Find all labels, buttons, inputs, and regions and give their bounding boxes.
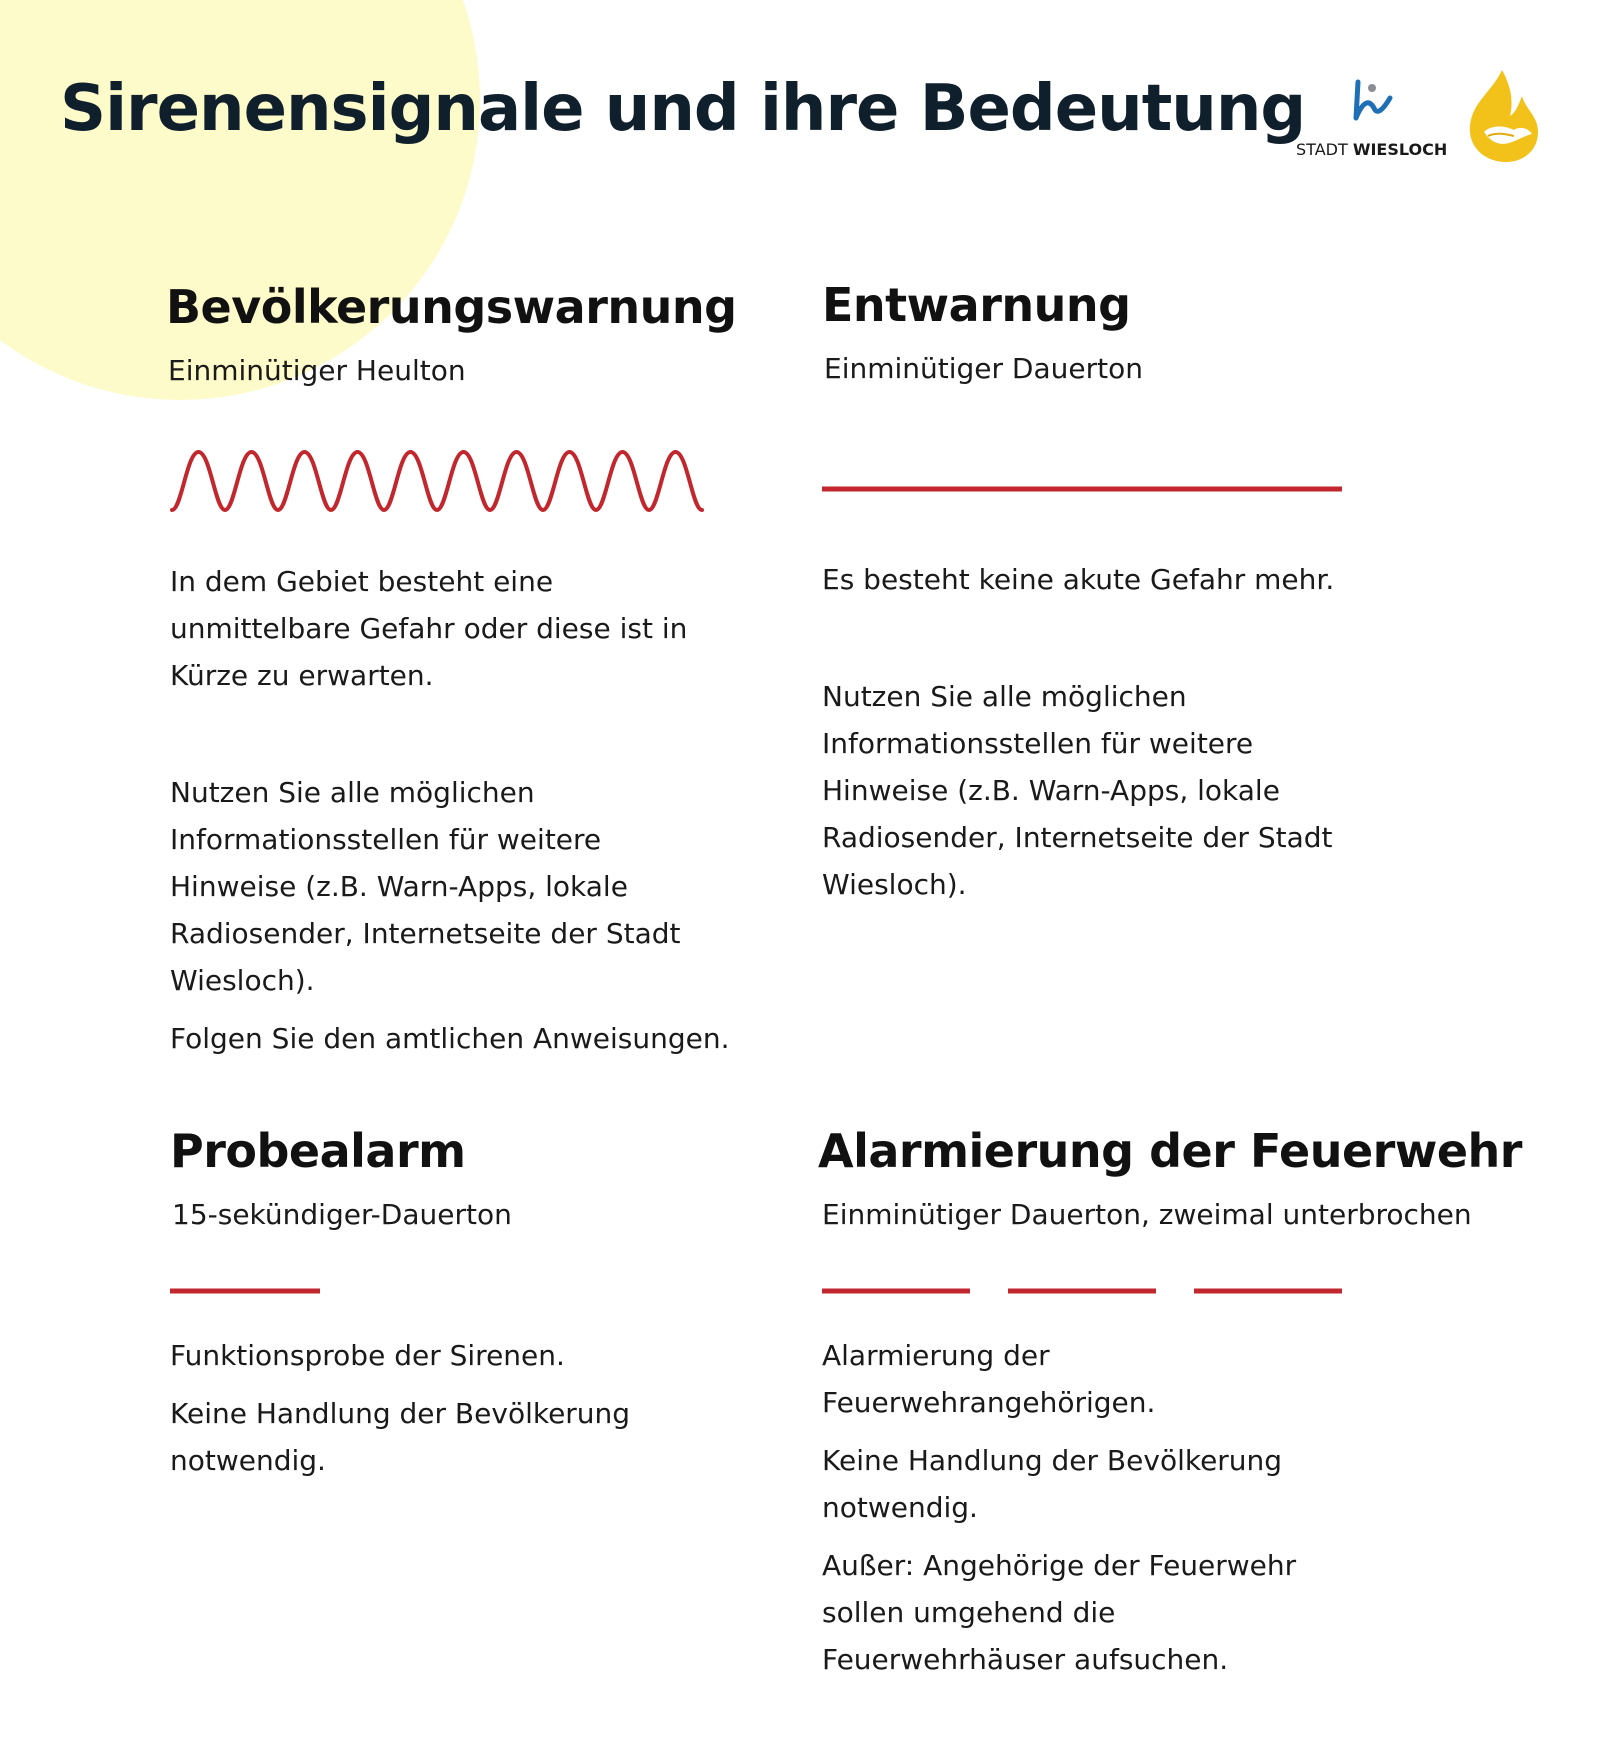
section-title: Bevölkerungswarnung bbox=[166, 280, 737, 334]
wiesloch-emblem-icon bbox=[1344, 78, 1396, 130]
section-alarmierung-feuerwehr bbox=[818, 1124, 1538, 1231]
section-subtitle: Einminütiger Dauerton bbox=[824, 352, 1143, 385]
paragraph: In dem Gebiet besteht eine unmittelbare Gefahr oder diese ist in Kürze zu erwarten. bbox=[170, 565, 688, 692]
siren-wave-signal-icon bbox=[168, 446, 708, 516]
section-bevoelkerungswarnung bbox=[166, 280, 806, 387]
flame-lion-icon bbox=[1462, 66, 1542, 166]
three-dash-signal-icon bbox=[822, 1286, 1342, 1296]
paragraph: Folgen Sie den amtlichen Anweisungen. bbox=[170, 1022, 730, 1055]
logo-city-text: STADT WIESLOCH bbox=[1296, 140, 1448, 159]
paragraph: Funktionsprobe der Sirenen. bbox=[170, 1339, 565, 1372]
section-title: Alarmierung der Feuerwehr bbox=[818, 1124, 1522, 1178]
paragraph: Keine Handlung der Bevölkerung notwendig. bbox=[822, 1444, 1283, 1524]
page-title: Sirenensignale und ihre Bedeutung bbox=[60, 72, 1306, 146]
section-subtitle: 15-sekündiger-Dauerton bbox=[172, 1198, 512, 1231]
section-subtitle: Einminütiger Dauerton, zweimal unterbrochen bbox=[822, 1198, 1472, 1231]
paragraph: Keine Handlung der Bevölkerung notwendig. bbox=[170, 1397, 631, 1477]
section-probealarm-text bbox=[170, 1332, 810, 1484]
paragraph: Es besteht keine akute Gefahr mehr. bbox=[822, 563, 1335, 596]
short-line-signal-icon bbox=[170, 1286, 320, 1296]
paragraph: Nutzen Sie alle möglichen Informationsstellen für weitere Hinweise (z.B. Warn-Apps, lokale Radiosender, Internetseite der Stadt Wiesloch). bbox=[170, 776, 681, 997]
paragraph: Nutzen Sie alle möglichen Informationsstellen für weitere Hinweise (z.B. Warn-Apps, lokale Radiosender, Internetseite der Stadt Wiesloch). bbox=[822, 680, 1333, 901]
fire-lion-logo bbox=[1462, 66, 1542, 170]
paragraph: Alarmierung der Feuerwehrangehörigen. bbox=[822, 1339, 1156, 1419]
stadt-wiesloch-logo bbox=[1296, 78, 1446, 168]
section-title: Probealarm bbox=[170, 1124, 466, 1178]
paragraph: Außer: Angehörige der Feuerwehr sollen umgehend die Feuerwehrhäuser aufsuchen. bbox=[822, 1549, 1297, 1676]
section-alarmierung-feuerwehr-text bbox=[822, 1332, 1462, 1683]
section-entwarnung-text bbox=[822, 556, 1462, 908]
section-subtitle: Einminütiger Heulton bbox=[168, 354, 466, 387]
section-title: Entwarnung bbox=[822, 278, 1131, 332]
section-probealarm bbox=[170, 1124, 810, 1231]
long-line-signal-icon bbox=[822, 484, 1342, 494]
section-entwarnung bbox=[822, 278, 1462, 385]
section-bevoelkerungswarnung-text bbox=[170, 558, 810, 1062]
